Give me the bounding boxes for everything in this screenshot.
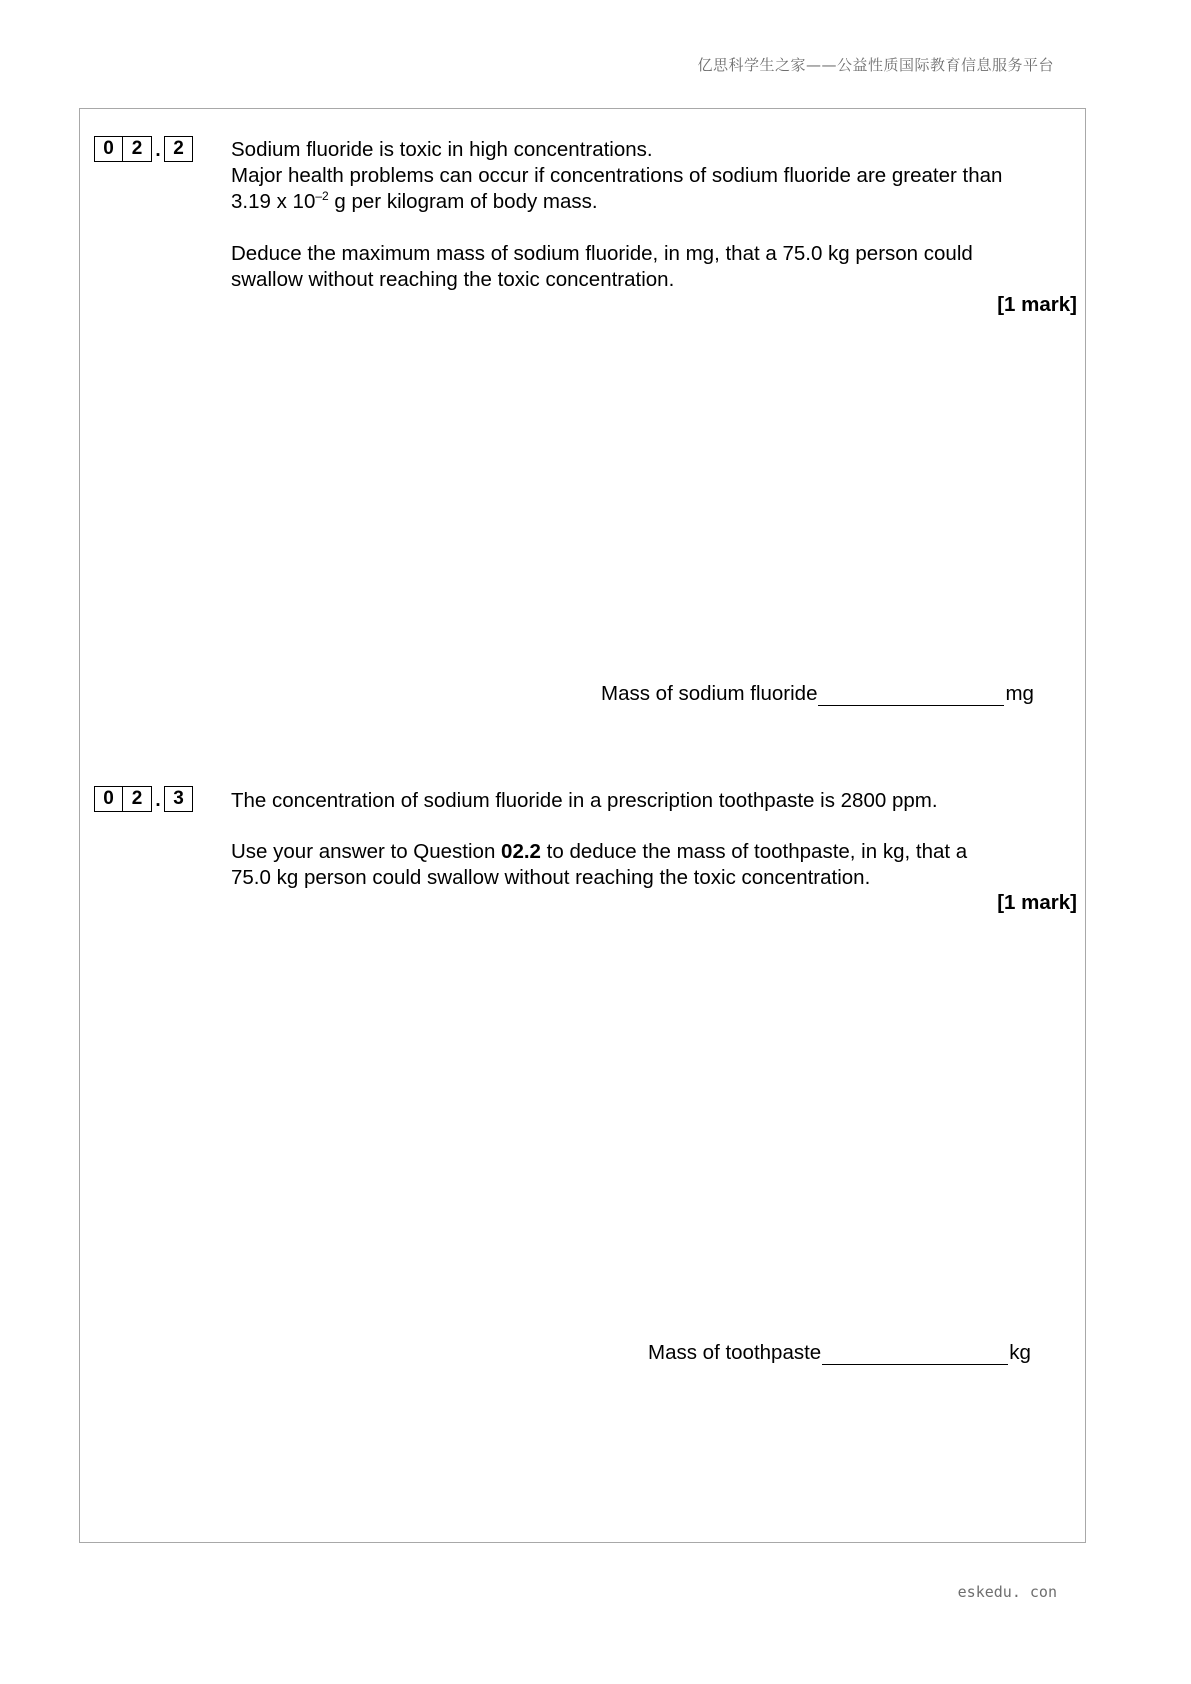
answer-line-sodium-fluoride[interactable] [601,682,1034,706]
answer-label: Mass of toothpaste [648,1341,822,1364]
answer-label: Mass of sodium fluoride [601,682,818,705]
question-line: swallow without reaching the toxic concentration. [231,268,675,291]
question-number-02-2 [94,136,193,162]
question-digit: 2 [164,136,193,162]
question-digit: 0 [94,786,123,812]
question-text: Use your answer to Question [231,840,502,863]
answer-unit: mg [1005,682,1034,705]
answer-blank[interactable] [818,685,1004,706]
answer-line-toothpaste[interactable] [648,1341,1031,1365]
answer-blank[interactable] [822,1344,1008,1365]
header-note: 亿思科学生之家——公益性质国际教育信息服务平台 [697,56,1054,74]
mark-allocation: [1 mark] [997,891,1077,914]
question-text: to deduce the mass of toothpaste, in kg, that a [540,840,968,863]
question-02-2-text [231,137,1002,293]
question-dot: . [155,790,161,811]
question-dot: . [155,140,161,161]
question-number-02-3 [94,786,193,812]
question-digit: 2 [123,786,152,812]
question-line: Major health problems can occur if concentrations of sodium fluoride are greater than [231,164,1003,187]
question-02-3-text [231,788,967,891]
answer-unit: kg [1009,1341,1031,1364]
question-digit: 3 [164,786,193,812]
question-line: The concentration of sodium fluoride in a prescription toothpaste is 2800 ppm. [231,789,938,812]
question-line: Deduce the maximum mass of sodium fluoride, in mg, that a 75.0 kg person could [231,242,973,265]
question-line [231,189,1002,215]
value-base: 3.19 x 10 [231,190,316,213]
mark-allocation: [1 mark] [997,293,1077,316]
question-digit: 0 [94,136,123,162]
question-line [231,839,967,865]
question-reference: 02.2 [501,840,541,863]
question-line: Sodium fluoride is toxic in high concentrations. [231,138,653,161]
value-unit-text: g per kilogram of body mass. [328,190,598,213]
footer-note: eskedu. con [957,1583,1057,1601]
question-line: 75.0 kg person could swallow without reaching the toxic concentration. [231,866,871,889]
question-digit: 2 [123,136,152,162]
value-exponent: –2 [315,189,329,203]
